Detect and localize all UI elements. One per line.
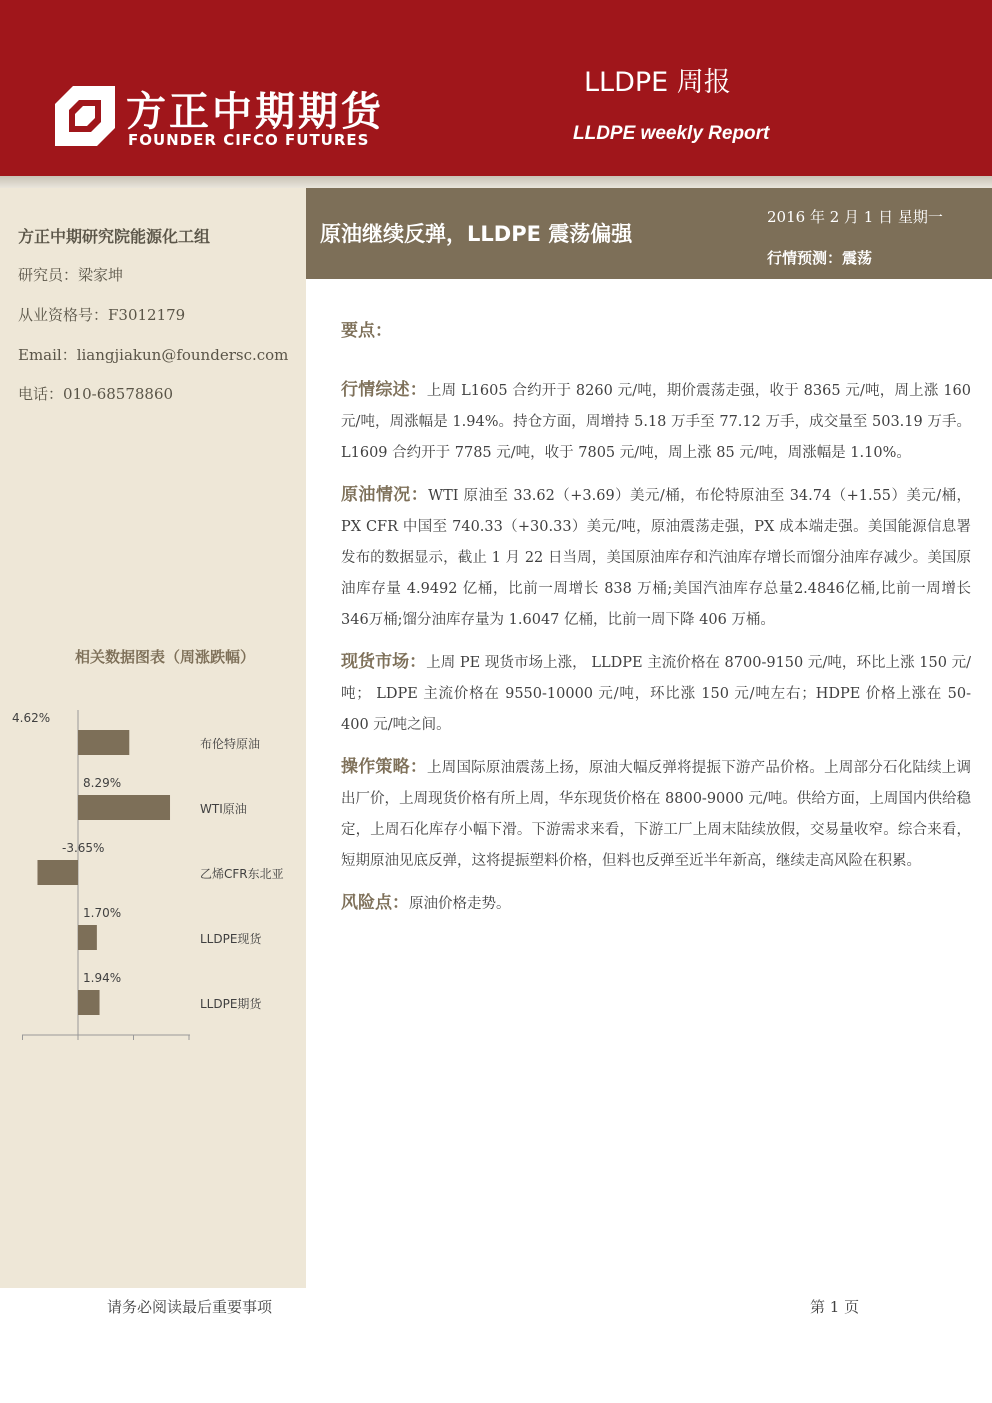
company-logo-icon (55, 86, 115, 146)
main-content (341, 316, 971, 931)
keypoints-heading: 要点： (341, 321, 392, 341)
section-heading: 行情综述： (341, 380, 427, 400)
chart-data-label: -3.65% (62, 841, 105, 855)
report-header (0, 0, 992, 176)
section-text: 上周国际原油震荡上扬，原油大幅反弹将提振下游产品价格。上周部分石化陆续上调出厂价，上周现货价格有所上周，华东现货价格在 8800-9000 元/吨。供给方面，上周国内供给稳定，上周石化库存小幅下滑。下游需求来看，下游工厂上周末陆续放假，交易量收窄。综合来看，短期原油见底反弹，这将提振塑料价格，但料也反弹至近半年新高，继续走高风险在积累。 (341, 760, 972, 869)
company-name-en: FOUNDER CIFCO FUTURES (128, 131, 370, 149)
company-name-cn: 方正中期期货 (126, 89, 384, 135)
section-text: 上周 L1605 合约开于 8260 元/吨，期价震荡走强，收于 8365 元/吨，周上涨 160 元/吨，周涨幅是 1.94%。持仓方面，周增持 5.18 万手至 77.12 万手，成交量至 503.19 万手。 L1609 合约开于 7785 元/吨，收于 7805 元/吨，周上涨 85 元/吨，周涨幅是 1.10%。 (341, 383, 972, 461)
header-divider (0, 176, 992, 188)
chart-category-label: LLDPE期货 (200, 997, 262, 1011)
section-spot-market (341, 647, 971, 741)
chart-bar (37, 860, 78, 885)
research-team: 方正中期研究院能源化工组 (18, 227, 211, 246)
section-heading: 操作策略： (341, 757, 428, 777)
report-title-en: LLDPE weekly Report (573, 123, 770, 144)
chart-bar (78, 990, 100, 1015)
section-text: 上周 PE 现货市场上涨， LLDPE 主流价格在 8700-9150 元/吨，环比上涨 150 元/吨； LDPE 主流价格在 9550-10000 元/吨，环比涨 150 元/吨左右；HDPE 价格上涨在 50-400 元/吨之间。 (341, 655, 971, 733)
chart-heading: 相关数据图表（周涨跌幅） (75, 648, 256, 666)
section-heading: 现货市场： (341, 652, 427, 672)
section-heading: 风险点： (341, 893, 409, 913)
chart-data-label: 1.70% (83, 906, 122, 920)
email-address: Email：liangjiakun@foundersc.com (18, 346, 289, 364)
section-text: 原油价格走势。 (409, 896, 511, 912)
market-forecast: 行情预测：震荡 (767, 249, 873, 267)
footer-notice: 请务必阅读最后重要事项 (107, 1298, 273, 1316)
report-title-cn: LLDPE 周报 (584, 67, 731, 98)
chart-data-label: 4.62% (12, 711, 51, 725)
chart-category-label: WTI原油 (200, 802, 247, 816)
section-text: WTI 原油至 33.62（+3.69）美元/桶，布伦特原油至 34.74（+1.55）美元/桶，PX CFR 中国至 740.33（+30.33）美元/吨，原油震荡走强，PX 成本端走强。美国能源信息署发布的数据显示，截止 1 月 22 日当周，美国原油库存和汽油库存增长而馏分油库存减少。美国原油库存量 4.9492 亿桶，比前一周增长 838 万桶;美国汽油库存总量2.4846亿桶,比前一周增长346万桶;馏分油库存量为 1.6047 亿桶，比前一周下降 406 万桶。 (341, 488, 972, 628)
researcher-name: 研究员：梁家坤 (18, 266, 124, 284)
chart-bar (78, 795, 170, 820)
phone-number: 电话：010-68578860 (18, 385, 174, 403)
chart-category-label: LLDPE现货 (200, 932, 262, 946)
report-date: 2016 年 2 月 1 日 星期一 (767, 208, 943, 226)
chart-category-label: 布伦特原油 (200, 737, 261, 751)
page-number: 第 1 页 (810, 1298, 860, 1316)
chart-bar (78, 925, 97, 950)
chart-data-label: 8.29% (83, 776, 122, 790)
section-market-review (341, 375, 971, 469)
license-number: 从业资格号：F3012179 (18, 306, 186, 324)
weekly-change-bar-chart (0, 690, 306, 1050)
section-crude-oil (341, 480, 971, 636)
section-strategy (341, 752, 971, 877)
section-risk (341, 888, 971, 920)
chart-data-label: 1.94% (83, 971, 122, 985)
chart-category-label: 乙烯CFR东北亚 (200, 867, 284, 881)
chart-bar (78, 730, 129, 755)
report-headline: 原油继续反弹，LLDPE 震荡偏强 (320, 222, 633, 246)
section-heading: 原油情况： (341, 485, 429, 505)
